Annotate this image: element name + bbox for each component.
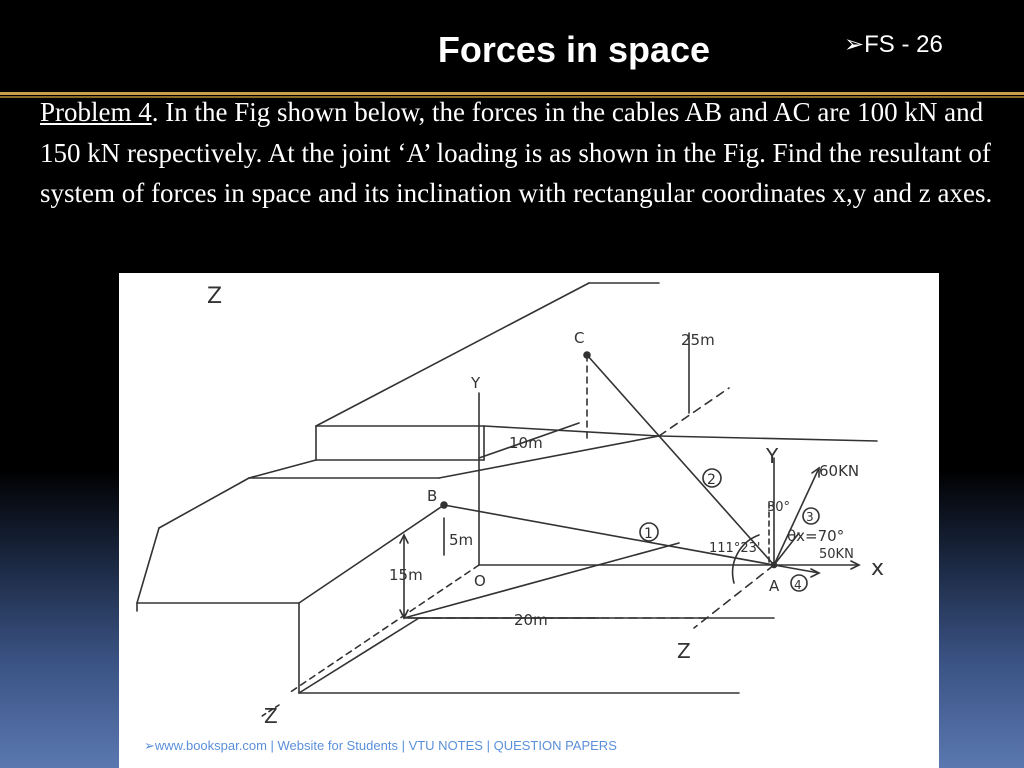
label-angle-111: 111°23' [709, 541, 761, 556]
label-z-mid: Z [677, 639, 691, 663]
footer-sep: | [397, 738, 409, 753]
problem-statement [40, 92, 1024, 214]
label-o: O [474, 572, 486, 590]
slide-title: Forces in space [437, 29, 711, 70]
cables [444, 355, 819, 583]
label-circle-1: 1 [644, 526, 653, 542]
footer-link-papers[interactable]: QUESTION PAPERS [493, 738, 617, 753]
problem-text: . In the Fig shown below, the forces in the cables AB and AC are 100 kN and 150 kN respectively. At the joint ‘A’ loading is as shown in the Fig. Find the resultant of system of forces in space and its inclination with rectangular coordinates x,y and z axes. [40, 97, 993, 208]
footer-sep: | [482, 738, 494, 753]
label-y-box: Y [471, 374, 481, 392]
footer-link-notes[interactable]: VTU NOTES [408, 738, 483, 753]
bullet-arrow-icon: ➢ [844, 31, 865, 58]
label-dim-25: 25m [681, 331, 715, 349]
upper-block [137, 283, 877, 693]
label-circle-4: 4 [794, 578, 802, 592]
label-circle-2: 2 [707, 472, 716, 488]
point-c [584, 352, 590, 358]
label-z-bottom: Z [264, 704, 278, 728]
problem-figure [119, 273, 939, 768]
footer-site-link[interactable]: www.bookspar.com [154, 738, 267, 753]
footer-bullet-icon: ➢ [144, 738, 155, 753]
label-dim-10: 10m [509, 434, 543, 452]
slide-number-text: FS - 26 [864, 31, 943, 58]
footer-links: ➢www.bookspar.com | Website for Students | VTU NOTES | QUESTION PAPERS [144, 738, 617, 753]
label-dim-20: 20m [514, 611, 548, 629]
label-force-60: 60KN [819, 462, 860, 480]
point-a [772, 563, 777, 568]
slide-number [844, 30, 943, 59]
label-z-top: Z [207, 284, 223, 309]
label-angle-30: 30° [767, 500, 791, 515]
label-x-axis: x [871, 556, 885, 581]
label-dim-15: 15m [389, 566, 423, 584]
label-theta: θx=70° [787, 527, 845, 545]
problem-label: Problem 4 [40, 97, 152, 127]
footer-link-students[interactable]: Website for Students [277, 738, 398, 753]
label-dim-5: 5m [449, 531, 474, 549]
label-circle-3: 3 [806, 510, 814, 524]
point-b [441, 502, 447, 508]
label-y-axis: Y [766, 444, 779, 468]
figure-drawing [119, 273, 939, 768]
label-force-50: 50KN [819, 547, 854, 562]
label-c: C [574, 329, 585, 347]
label-b: B [427, 487, 438, 505]
label-a: A [769, 577, 780, 595]
